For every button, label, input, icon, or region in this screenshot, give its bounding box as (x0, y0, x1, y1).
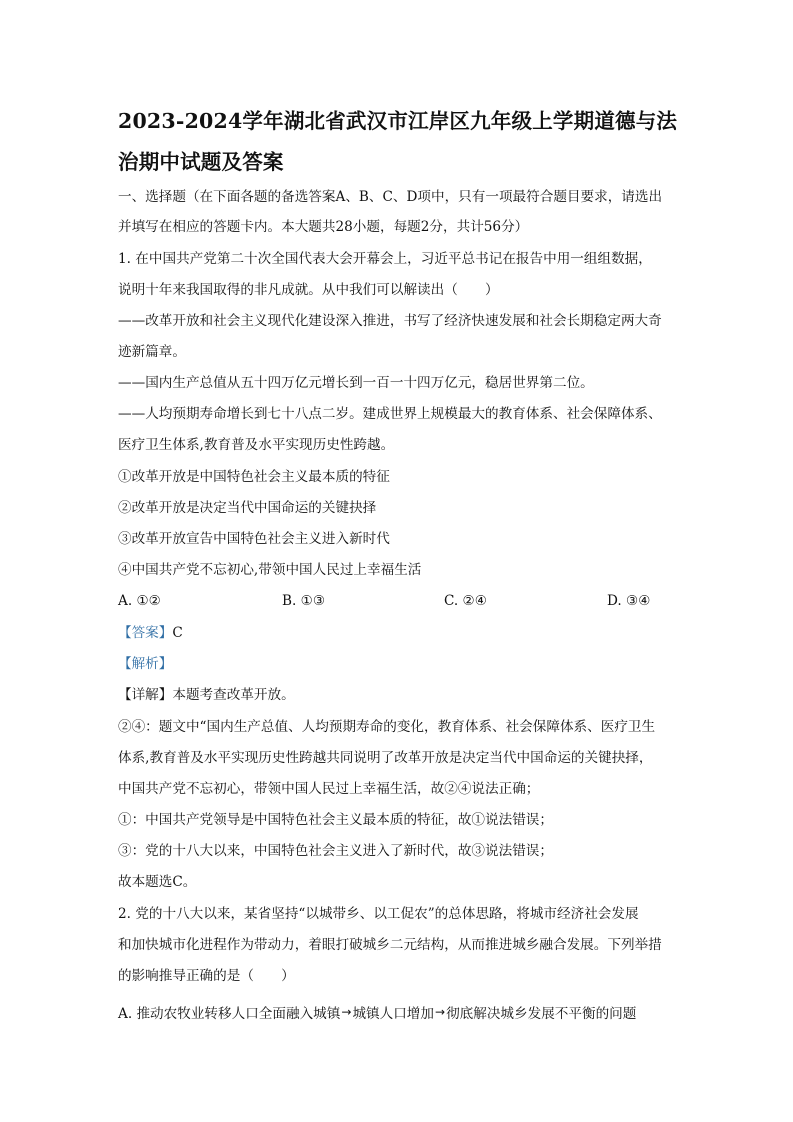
q1-material-1b: 迹新篇章。 (118, 344, 186, 360)
q1-material-2: ——国内生产总值从五十四万亿元增长到一百一十四万亿元，稳居世界第二位。 (118, 375, 594, 391)
q1-statement-4: ④中国共产党不忘初心,带领中国人民过上幸福生活 (118, 562, 422, 578)
q1-option-b: B. ①③ (282, 593, 326, 609)
q1-material-3b: 医疗卫生体系,教育普及水平实现历史性跨越。 (118, 437, 395, 453)
q2-option-a-part-3: 彻底解决城乡发展不平衡的问题 (446, 1006, 637, 1022)
q1-material-3a: ——人均预期寿命增长到七十八点二岁。建成世界上规模最大的教育体系、社会保障体系、 (118, 406, 662, 422)
q2-option-a-part-1: A. 推动农牧业转移人口全面融入城镇 (118, 1006, 341, 1022)
q1-material-1a: ——改革开放和社会主义现代化建设深入推进，书写了经济快速发展和社会长期稳定两大奇 (118, 313, 662, 329)
q1-option-a: A. ①② (118, 593, 161, 609)
q2-stem-line-3: 的影响推导正确的是（ ） (118, 968, 295, 984)
q1-option-d: D. ③④ (607, 593, 651, 609)
answer-value: C (172, 625, 183, 641)
q1-conclusion: 故本题选C。 (118, 874, 197, 890)
q1-statement-1: ①改革开放是中国特色社会主义最本质的特征 (118, 469, 390, 485)
q1-analysis-label: 【解析】 (118, 656, 173, 672)
q1-detail: 【详解】本题考查改革开放。 (118, 687, 295, 703)
answer-label: 【答案】 (118, 625, 173, 641)
section-instruction-line-1: 一、选择题（在下面各题的备选答案A、B、C、D项中，只有一项最符合题目要求，请选出 (118, 189, 663, 205)
q1-stem-line-2: 说明十年来我国取得的非凡成就。从中我们可以解读出（ ） (118, 282, 499, 298)
q1-stem-line-1: 1. 在中国共产党第二十次全国代表大会开幕会上，习近平总书记在报告中用一组组数据， (118, 251, 652, 267)
q1-answer (118, 624, 183, 642)
q2-option-a (118, 1003, 636, 1023)
q1-explanation-2: ①：中国共产党领导是中国特色社会主义最本质的特征，故①说法错误； (118, 812, 553, 828)
arrow-right-icon: → (341, 1005, 352, 1019)
q1-statement-2: ②改革开放是决定当代中国命运的关键抉择 (118, 500, 377, 516)
q2-stem-line-1: 2. 党的十八大以来，某省坚持“以城带乡、以工促农”的总体思路，将城市经济社会发展 (118, 906, 639, 922)
document-title-line-1: 2023-2024学年湖北省武汉市江岸区九年级上学期道德与法 (118, 109, 678, 133)
q1-statement-3: ③改革开放宣告中国特色社会主义进入新时代 (118, 531, 390, 547)
q1-explanation-1c: 中国共产党不忘初心，带领中国人民过上幸福生活，故②④说法正确； (118, 781, 540, 797)
q1-explanation-1a: ②④：题文中“国内生产总值、人均预期寿命的变化，教育体系、社会保障体系、医疗卫生 (118, 719, 656, 735)
q1-option-c: C. ②④ (444, 593, 487, 609)
q2-stem-line-2: 和加快城市化进程作为带动力，着眼打破城乡二元结构，从而推进城乡融合发展。下列举措 (118, 937, 662, 953)
q1-explanation-3: ③：党的十八大以来，中国特色社会主义进入了新时代，故③说法错误； (118, 843, 553, 859)
section-instruction-line-2: 并填写在相应的答题卡内。本大题共28小题，每题2分，共计56分） (118, 219, 529, 235)
q2-option-a-part-2: 城镇人口增加 (352, 1006, 434, 1022)
arrow-right-icon: → (435, 1005, 446, 1019)
document-title-line-2: 治期中试题及答案 (118, 150, 284, 174)
q1-explanation-1b: 体系,教育普及水平实现历史性跨越共同说明了改革开放是决定当代中国命运的关键抉择， (118, 750, 653, 766)
